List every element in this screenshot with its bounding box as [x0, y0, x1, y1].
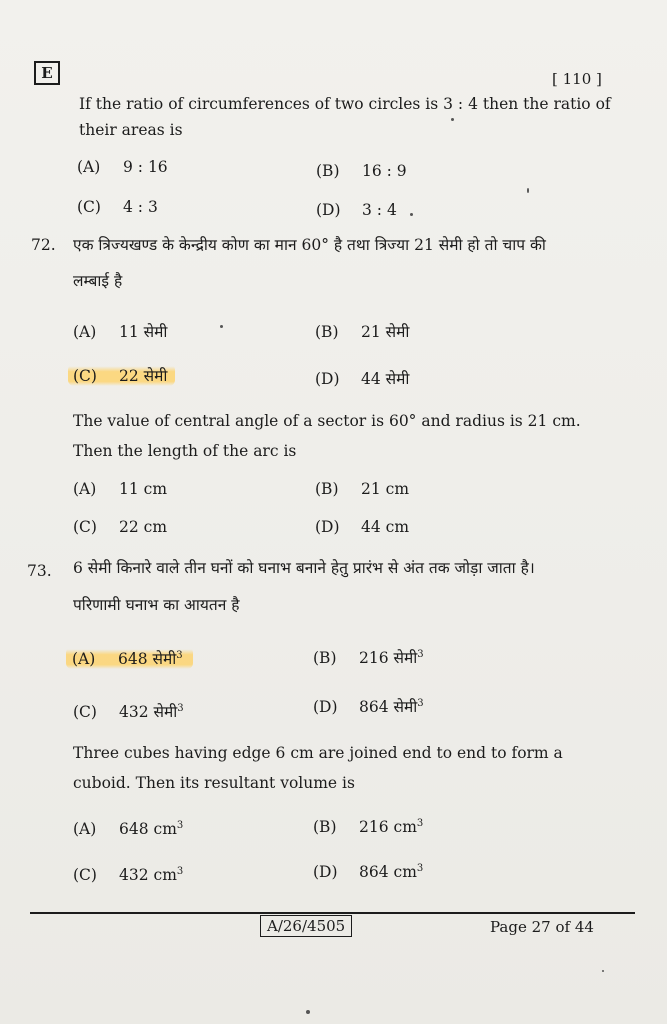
option-label: (B) — [316, 162, 340, 180]
option-value: 22 cm — [119, 518, 168, 536]
option-value: 11 सेमी — [119, 323, 168, 341]
paper-speck — [410, 213, 413, 216]
option-value: 3 : 4 — [362, 201, 397, 219]
option-value: 16 : 9 — [362, 162, 407, 180]
paper-speck — [451, 118, 454, 121]
option-value: 432 सेमी — [119, 703, 178, 721]
option-value: 648 cm — [119, 820, 177, 839]
option-label: (C) — [73, 703, 97, 721]
q71-option-a — [77, 158, 168, 176]
option-label: (A) — [72, 650, 96, 668]
q72-hindi-option-d — [315, 367, 409, 389]
q73-english-option-c — [73, 866, 183, 884]
q73-english-option-d — [313, 863, 423, 881]
option-label: (C) — [73, 518, 97, 536]
q73-hindi-line2: परिणामी घनाभ का आयतन है — [73, 596, 240, 614]
q73-english-line1: Three cubes having edge 6 cm are joined end to end to form a — [73, 744, 563, 762]
option-value: 21 सेमी — [361, 323, 410, 341]
option-superscript: 3 — [176, 649, 183, 661]
option-superscript: 3 — [416, 863, 424, 874]
option-label: (C) — [73, 866, 97, 885]
set-code-box: E — [34, 61, 60, 85]
q72-hindi-option-a — [73, 320, 167, 342]
q73-hindi-option-d — [313, 695, 424, 717]
q71-option-b — [316, 162, 407, 180]
option-value: 864 cm — [359, 863, 417, 882]
option-value: 44 cm — [361, 518, 410, 536]
q71-option-d — [316, 201, 397, 219]
option-value: 216 सेमी — [359, 649, 418, 667]
paper-speck — [220, 325, 223, 328]
q73-hindi-option-a-highlighted — [66, 647, 193, 669]
q73-hindi-option-c — [73, 700, 184, 722]
paper-speck — [306, 1010, 310, 1014]
option-value: 648 सेमी — [118, 650, 177, 668]
option-label: (D) — [313, 863, 338, 882]
option-superscript: 3 — [417, 697, 424, 709]
option-superscript: 3 — [417, 648, 424, 660]
option-label: (C) — [77, 198, 101, 216]
option-label: (A) — [73, 323, 97, 341]
option-value: 432 cm — [119, 866, 177, 885]
q73-english-option-a — [73, 820, 183, 838]
q72-number: 72. — [31, 236, 56, 254]
q73-english-line2: cuboid. Then its resultant volume is — [73, 774, 355, 792]
q71-option-c — [77, 198, 158, 216]
q71-text-line2: their areas is — [79, 121, 183, 139]
option-label: (B) — [315, 323, 339, 341]
q73-number: 73. — [27, 562, 52, 580]
option-label: (D) — [315, 370, 340, 388]
q72-english-option-d — [315, 518, 409, 536]
option-value: 22 सेमी — [119, 367, 168, 385]
option-value: 11 cm — [119, 480, 168, 498]
q72-hindi-option-c-highlighted — [68, 364, 175, 386]
option-superscript: 3 — [416, 818, 424, 829]
q71-text-line1: If the ratio of circumferences of two circles is 3 : 4 then the ratio of — [79, 95, 611, 113]
page-number: Page 27 of 44 — [490, 918, 594, 936]
option-label: (A) — [77, 158, 101, 176]
option-label: (A) — [73, 480, 97, 498]
q72-hindi-line2: लम्बाई है — [73, 272, 123, 290]
option-value: 21 cm — [361, 480, 410, 498]
q72-english-option-c — [73, 518, 167, 536]
option-superscript: 3 — [177, 702, 184, 714]
paper-speck — [602, 970, 604, 972]
option-value: 44 सेमी — [361, 370, 410, 388]
q73-english-option-b — [313, 818, 423, 836]
q72-hindi-line1: एक त्रिज्यखण्ड के केन्द्रीय कोण का मान 60° है तथा त्रिज्या 21 सेमी हो तो चाप की — [73, 236, 546, 254]
option-value: 864 सेमी — [359, 698, 418, 716]
q72-english-line1: The value of central angle of a sector is 60° and radius is 21 cm. — [73, 412, 581, 430]
option-value: 4 : 3 — [123, 198, 158, 216]
q73-hindi-option-b — [313, 646, 424, 668]
q72-english-line2: Then the length of the arc is — [73, 442, 297, 460]
option-label: (A) — [73, 820, 97, 839]
option-value: 216 cm — [359, 818, 417, 837]
option-label: (D) — [315, 518, 340, 536]
option-label: (C) — [73, 367, 97, 385]
option-label: (B) — [315, 480, 339, 498]
option-value: 9 : 16 — [123, 158, 168, 176]
page-reference: [ 110 ] — [552, 70, 602, 88]
option-label: (D) — [316, 201, 341, 219]
option-label: (B) — [313, 818, 337, 837]
q73-hindi-line1: 6 सेमी किनारे वाले तीन घनों को घनाभ बनाने हेतु प्रारंभ से अंत तक जोड़ा जाता है। — [73, 559, 535, 577]
paper-speck — [527, 188, 529, 193]
q72-english-option-b — [315, 480, 409, 498]
paper-code-box: A/26/4505 — [260, 915, 352, 937]
footer-rule — [30, 912, 635, 914]
q72-english-option-a — [73, 480, 167, 498]
q72-hindi-option-b — [315, 320, 409, 342]
option-superscript: 3 — [176, 820, 184, 831]
option-superscript: 3 — [176, 866, 184, 877]
option-label: (B) — [313, 649, 337, 667]
option-label: (D) — [313, 698, 338, 716]
